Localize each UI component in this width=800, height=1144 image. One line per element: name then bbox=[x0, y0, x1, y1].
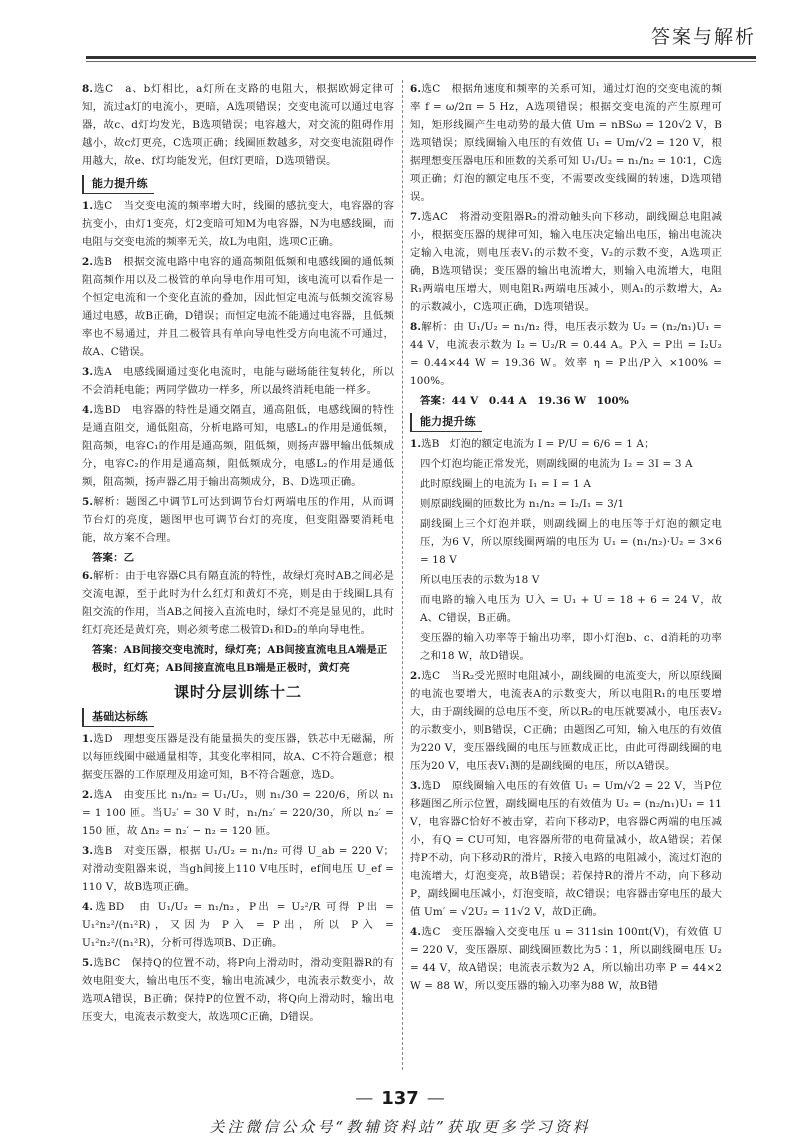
answer-line: 答案：乙 bbox=[92, 552, 135, 564]
answer-line: 答案：44 V 0.44 A 19.36 W 100% bbox=[420, 395, 629, 407]
solution-item bbox=[410, 208, 722, 316]
section-heading: 基础达标练 bbox=[82, 708, 154, 727]
item-number: 5. bbox=[82, 496, 94, 508]
solution-subline-row bbox=[410, 475, 722, 493]
solution-item bbox=[82, 253, 394, 361]
item-number: 4. bbox=[82, 901, 94, 913]
item-text: 解析：由 U₁/U₂ = n₁/n₂ 得，电压表示数为 U₂ = (n₂/n₁)U₁ = 44 V，电流表示数为 I₂ = U₂/R = 0.44 A。P入 = P出 = I₂U₂ = 0.44×44 W = 19.36 W。效率 η = P出/P入 ×100% = 100%。 bbox=[410, 321, 722, 387]
item-number: 3. bbox=[410, 780, 422, 792]
answer-line: 答案：AB间接交变电流时，绿灯亮；AB间接直流电且A端是正极时，红灯亮；AB间接直流电且B端是正极时，黄灯亮 bbox=[92, 644, 388, 674]
section-heading-row bbox=[82, 705, 394, 730]
item-number: 2. bbox=[410, 670, 422, 682]
solution-item bbox=[410, 318, 722, 390]
item-text: 选B 对变压器，根据 U₁/U₂ = n₁/n₂ 可得 U_ab = 220 V；对滑动变阻器来说，当gh间接上110 V电压时，ef间电压 U_ef = 110 V，故B选项正确。 bbox=[82, 845, 394, 893]
item-number: 6. bbox=[410, 83, 422, 95]
page-number-dash-right: — bbox=[426, 1088, 445, 1109]
solution-item bbox=[410, 667, 722, 775]
section-heading-row bbox=[82, 172, 394, 197]
solution-subline: 则原副线圈的匝数比为 n₁/n₂ = I₂/I₁ = 3/1 bbox=[420, 498, 625, 510]
page-header-title: 答案与解析 bbox=[650, 26, 756, 48]
solution-item bbox=[82, 401, 394, 491]
solution-item bbox=[410, 435, 722, 453]
solution-item bbox=[82, 363, 394, 399]
page-number-block bbox=[0, 1088, 800, 1109]
column-divider bbox=[402, 80, 403, 1070]
page-number-dash-left: — bbox=[355, 1088, 374, 1109]
item-number: 2. bbox=[82, 789, 94, 801]
solution-subline: 变压器的输入功率等于输出功率，即小灯泡b、c、d消耗的功率之和18 W，故D错误。 bbox=[420, 632, 722, 662]
solution-subline-row bbox=[410, 591, 722, 627]
solution-subline: 而电路的输入电压为 U入 = U₁ + U = 18 + 6 = 24 V，故A、C错误，B正确。 bbox=[420, 594, 722, 624]
item-text: 选D 理想变压器是没有能量损失的变压器，铁芯中无磁漏，所以每匝线圈中磁通量相等，其变化率相同，故A、C不符合题意；根据变压器的工作原理及用途可知，B不符合题意，选D。 bbox=[82, 733, 394, 781]
solution-subline-row bbox=[410, 495, 722, 513]
solution-subline-row bbox=[410, 571, 722, 589]
item-text: 选BD 电容器的特性是通交隔直，通高阻低，电感线圈的特性是通直阻交，通低阻高，分析电路可知，电感L₁的作用是通低频，阻高频，电容C₁的作用是通高频，阻低频，则扬声器甲输出低频成分，电容C₂的作用是通高频，阻低频成分，电感L₂的作用是通低频，阻高频，扬声器乙用于输出高频成分，B、D选项正确。 bbox=[82, 404, 394, 488]
item-text: 选AC 将滑动变阻器R₂的滑动触头向下移动，副线圈总电阻减小，根据变压器的规律可知，输入电压决定输出电压，输出电流决定输入电流，则电压表V₁的示数不变，V₂的示数不变，A选项正确，B选项错误；变压器的输出电流增大，则输入电流增大，电阻R₁两端电压增大，则电阻R₁两端电压减小，则A₁的示数增大，A₂的示数减小，C选项正确，D选项错误。 bbox=[410, 211, 722, 313]
item-number: 8. bbox=[82, 83, 94, 95]
solution-subline-row bbox=[410, 515, 722, 569]
section-heading: 能力提升练 bbox=[82, 175, 154, 194]
item-text: 选C 当R₂受光照时电阻减小，副线圈的电流变大，所以原线圈的电流也要增大，电流表A的示数变大，所以电阻R₁的电压要增大，由于副线圈的总电压不变，所以R₂的电压就要减小，电压表V₂的示数变小，则B错误，C正确；由题图乙可知，输入电压的有效值为220 V，变压器线圈的电压与匝数成正比，由此可得副线圈的电压为20 V，电压表V₁测的是副线圈的电压，所以A错误。 bbox=[410, 670, 722, 772]
item-number: 3. bbox=[82, 845, 94, 857]
lesson-title: 课时分层训练十二 bbox=[173, 683, 302, 701]
item-text: 选C 当交变电流的频率增大时，线圈的感抗变大，电容器的容抗变小，由灯1变亮，灯2变暗可知M为电容器，N为电感线圈，而电阻与交变电流的频率无关，故L为电阻，选项C正确。 bbox=[82, 200, 394, 248]
item-number: 8. bbox=[410, 321, 422, 333]
solution-subline-row bbox=[410, 629, 722, 665]
item-number: 2. bbox=[82, 256, 94, 268]
item-text: 选A 由变压比 n₁/n₂ = U₁/U₂，则 n₁/30 = 220/6，所以 n₁ = 1 100 匝。当U₂′ = 30 V 时，n₁/n₂′ = 220/30，所以 n₂′ = 150 匝，故 Δn₂ = n₂′ − n₂ = 120 匝。 bbox=[82, 789, 394, 837]
item-text: 选C a、b灯相比，a灯所在支路的电阻大，根据欧姆定律可知，流过a灯的电流小，更暗，A选项错误；交变电流可以通过电容器，故c、d灯均发光，B选项错误；电容越大，对交流的阻碍作用越小，故c灯更亮，C选项正确；线圈匝数越多，对交变电流阻碍作用越大，故e、f灯均能发光，但f灯更暗，D选项错误。 bbox=[82, 83, 394, 167]
left-column bbox=[82, 80, 394, 1080]
item-text: 选B 灯泡的额定电流为 I = P/U = 6/6 = 1 A； bbox=[421, 438, 655, 450]
solution-item bbox=[82, 567, 394, 639]
item-text: 解析：题图乙中调节L可达到调节台灯两端电压的作用，从而调节台灯的亮度，题图甲也可调节台灯的亮度，但变阻器要消耗电能，故方案不合理。 bbox=[82, 496, 394, 544]
solution-subline-row bbox=[410, 455, 722, 473]
solution-item bbox=[82, 493, 394, 547]
solution-item bbox=[82, 842, 394, 896]
item-number: 4. bbox=[82, 404, 94, 416]
item-number: 5. bbox=[82, 957, 94, 969]
header-rule bbox=[86, 56, 756, 59]
item-number: 4. bbox=[410, 926, 422, 938]
item-number: 1. bbox=[410, 438, 422, 450]
right-column bbox=[410, 80, 722, 1080]
item-text: 选BD 由 U₁/U₂ = n₁/n₂，P出 = U₂²/R 可得 P出 = U₁²n₂²/(n₁²R)，又因为 P入 = P出，所以 P入 = U₁²n₂²/(n₁²R)，分析可得选项B、D正确。 bbox=[82, 901, 394, 949]
solution-item bbox=[410, 923, 722, 995]
item-number: 7. bbox=[410, 211, 422, 223]
item-number: 1. bbox=[82, 733, 94, 745]
item-number: 6. bbox=[82, 570, 94, 582]
solution-subline: 副线圈上三个灯泡并联，则副线圈上的电压等于灯泡的额定电压，为6 V，所以原线圈两端的电压为 U₁ = (n₁/n₂)·U₂ = 3×6 = 18 V bbox=[420, 518, 722, 566]
item-text: 解析：由于电容器C具有隔直流的特性，故绿灯亮时AB之间必是交流电源，至于此时为什么红灯和黄灯不亮，则是由于线圈L具有阻交流的作用，当AB之间接入直流电时，绿灯不亮是显见的，此时红灯亮还是黄灯亮，则必须考虑二极管D₁和D₂的单向导电性。 bbox=[82, 570, 394, 636]
item-text: 选BC 保持Q的位置不动，将P向上滑动时，滑动变阻器R的有效电阻变大，输出电压不变，输出电流减少，电流表示数变小，故选项A错误，B正确；保持P的位置不动，将Q向上滑动时，输出电压变大，电流表示数变大，故选项C正确，D错误。 bbox=[82, 957, 394, 1023]
item-text: 选C 变压器输入交变电压 u = 311sin 100πt(V)，有效值 U = 220 V，变压器原、副线圈匝数比为5∶1，所以副线圈电压 U₂ = 44 V，故A错误；电流表示数为2 A，所以输出功率 P = 44×2 W = 88 W，所以变压器的输入功率为88 W，故B错 bbox=[410, 926, 722, 992]
solution-item bbox=[410, 80, 722, 206]
item-number: 1. bbox=[82, 200, 94, 212]
solution-item bbox=[410, 777, 722, 921]
solution-item bbox=[82, 730, 394, 784]
solution-item bbox=[82, 954, 394, 1026]
solution-item bbox=[82, 80, 394, 170]
page-number: 137 bbox=[381, 1088, 419, 1109]
solution-item bbox=[82, 786, 394, 840]
footer-note: 关注微信公众号“教辅资料站”获取更多学习资料 bbox=[209, 1118, 591, 1136]
solution-subline: 四个灯泡均能正常发光，则副线圈的电流为 I₂ = 3I = 3 A bbox=[420, 458, 693, 470]
section-heading: 能力提升练 bbox=[410, 413, 482, 432]
solution-item bbox=[82, 898, 394, 952]
item-number: 3. bbox=[82, 366, 94, 378]
item-text: 选C 根据角速度和频率的关系可知，通过灯泡的交变电流的频率 f = ω/2π = 5 Hz，A选项错误；根据交变电流的产生原理可知，矩形线圈产生电动势的最大值 Um = nBSω = 120√2 V，B选项错误；原线圈输入电压的有效值 U₁ = Um/√2 = 120 V，根据理想变压器电压和匝数的关系可知 U₁/U₂ = n₁/n₂ = 10∶1，C选项正确；灯泡的额定电压不变，不需要改变线圈的转速，D选项错误。 bbox=[410, 83, 722, 203]
item-text: 选A 电感线圈通过变化电流时，电能与磁场能往复转化，所以不会消耗电能；两同学做功一样多，所以最终消耗电能一样多。 bbox=[82, 366, 394, 396]
solution-subline: 此时原线圈上的电流为 I₁ = I = 1 A bbox=[420, 478, 592, 490]
item-text: 选D 原线圈输入电压的有效值 U₁ = Um/√2 = 22 V，当P位移题图乙所示位置，副线圈电压的有效值为 U₂ = (n₂/n₁)U₁ = 11 V，电容器C恰好不被击穿，若向下移动P，电容器C两端的电压减小，有Q = CU可知，电容器所带的电荷量减小，故A错误；若保持P不动，向下移动R的滑片，R接入电路的电阻减小，流过灯泡的电流增大，灯泡变亮，故B错误；若保持R的滑片不动，向下移动P，副线圈电压减小，灯泡变暗，故C错误；电容器击穿电压的最大值 Um′ = √2U₂ = 11√2 V，故D正确。 bbox=[410, 780, 722, 918]
solution-subline: 所以电压表的示数为18 V bbox=[420, 574, 540, 586]
header-rule-thin bbox=[86, 61, 756, 62]
item-text: 选B 根据交流电路中电容的通高频阻低频和电感线圈的通低频阻高频作用以及二极管的单向导电作用可知，该电流可以看作是一个恒定电流和一个变化直流的叠加，因此恒定电流与低频交流容易通过电感，故B正确，D错误；而恒定电流不能通过电容器，且低频率也不易通过，并且二极管具有单向导电性受方向电流不可通过，故A、C错误。 bbox=[82, 256, 394, 358]
section-heading-row bbox=[410, 410, 722, 435]
solution-item bbox=[82, 197, 394, 251]
